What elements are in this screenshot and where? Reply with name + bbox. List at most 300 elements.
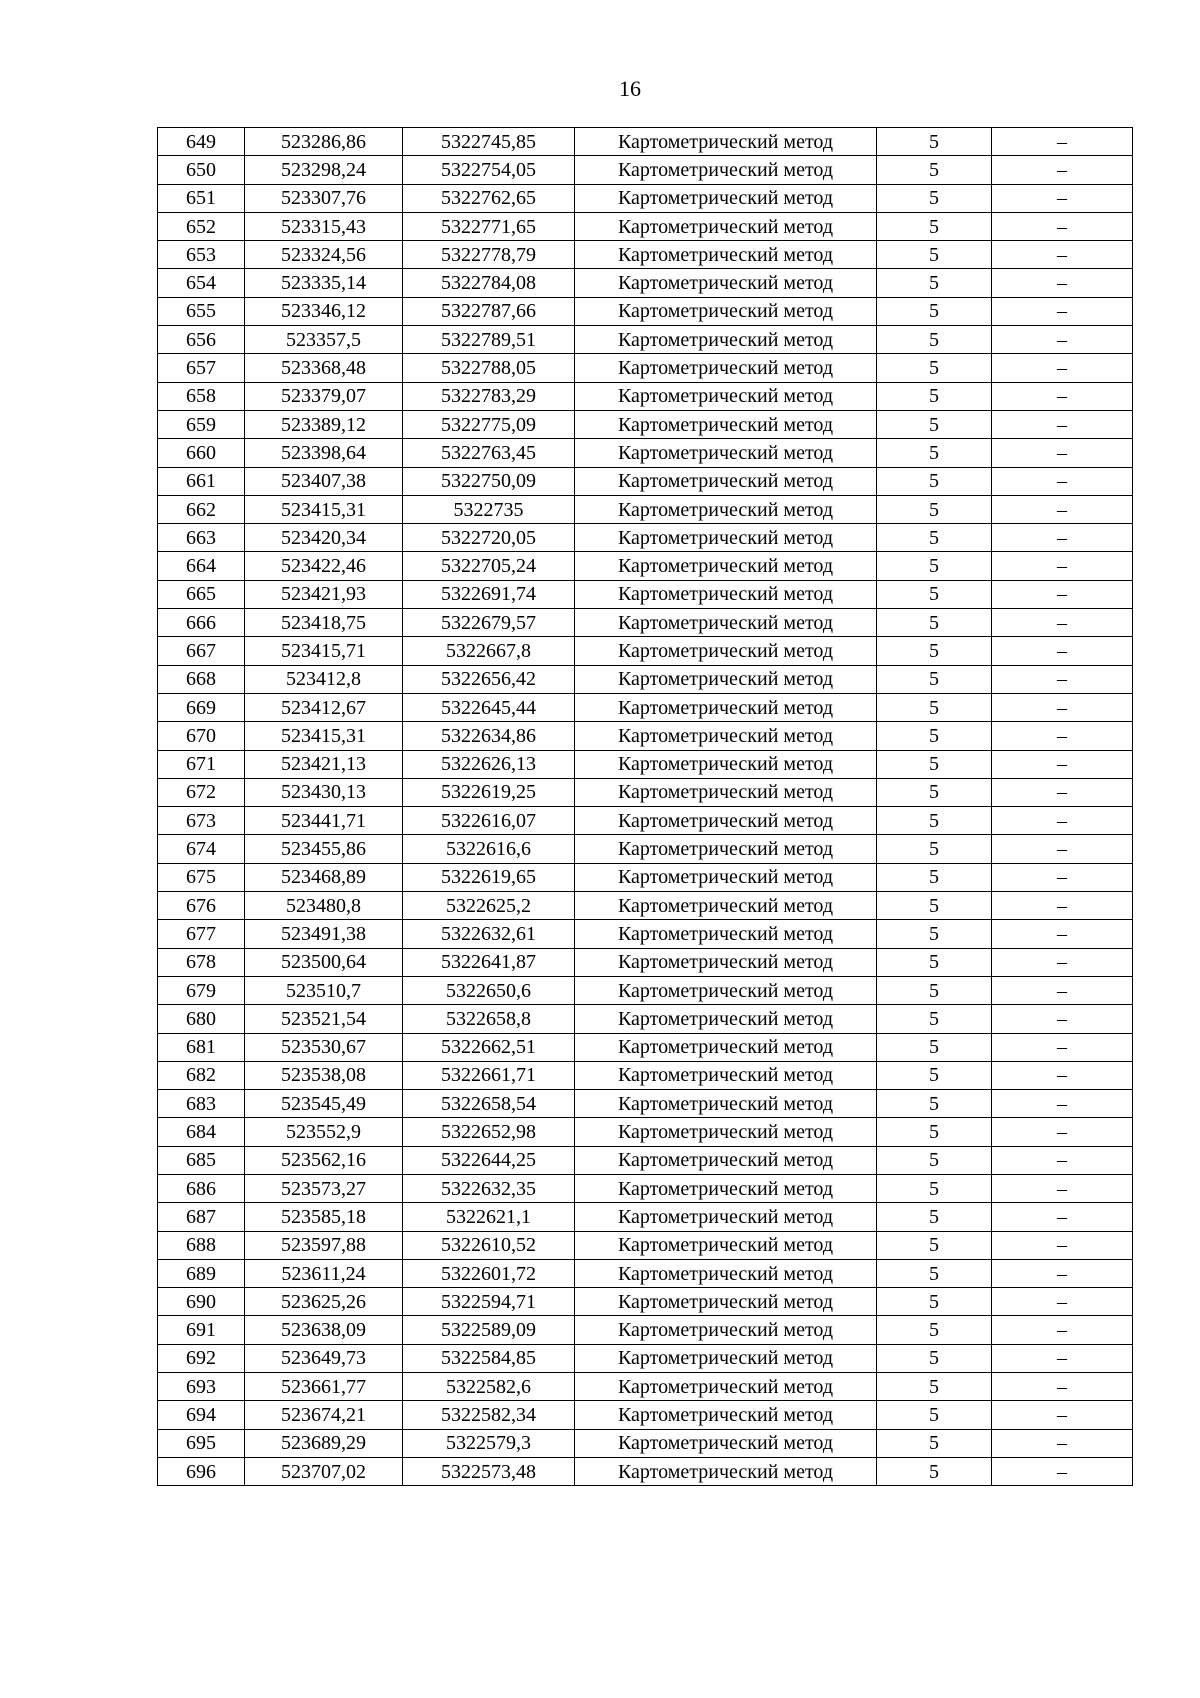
y-coordinate-cell: 5322652,98 bbox=[403, 1118, 575, 1146]
point-number-cell: 672 bbox=[158, 778, 245, 806]
method-cell: Картометрический метод bbox=[575, 1033, 877, 1061]
table-row bbox=[158, 1259, 1133, 1287]
point-number-cell: 677 bbox=[158, 920, 245, 948]
description-cell: – bbox=[992, 1203, 1133, 1231]
description-cell: – bbox=[992, 807, 1133, 835]
description-cell: – bbox=[992, 1090, 1133, 1118]
accuracy-cell: 5 bbox=[877, 1033, 992, 1061]
method-cell: Картометрический метод bbox=[575, 807, 877, 835]
point-number-cell: 663 bbox=[158, 524, 245, 552]
table-row bbox=[158, 693, 1133, 721]
table-row bbox=[158, 1401, 1133, 1429]
table-row bbox=[158, 1061, 1133, 1089]
method-cell: Картометрический метод bbox=[575, 1429, 877, 1457]
y-coordinate-cell: 5322691,74 bbox=[403, 580, 575, 608]
accuracy-cell: 5 bbox=[877, 241, 992, 269]
description-cell: – bbox=[992, 665, 1133, 693]
table-row bbox=[158, 580, 1133, 608]
method-cell: Картометрический метод bbox=[575, 326, 877, 354]
point-number-cell: 659 bbox=[158, 410, 245, 438]
x-coordinate-cell: 523545,49 bbox=[245, 1090, 403, 1118]
x-coordinate-cell: 523421,13 bbox=[245, 750, 403, 778]
page-number: 16 bbox=[619, 76, 641, 101]
y-coordinate-cell: 5322641,87 bbox=[403, 948, 575, 976]
table-row bbox=[158, 439, 1133, 467]
point-number-cell: 660 bbox=[158, 439, 245, 467]
y-coordinate-cell: 5322771,65 bbox=[403, 212, 575, 240]
accuracy-cell: 5 bbox=[877, 410, 992, 438]
x-coordinate-cell: 523530,67 bbox=[245, 1033, 403, 1061]
accuracy-cell: 5 bbox=[877, 609, 992, 637]
y-coordinate-cell: 5322762,65 bbox=[403, 184, 575, 212]
description-cell: – bbox=[992, 1316, 1133, 1344]
y-coordinate-cell: 5322621,1 bbox=[403, 1203, 575, 1231]
y-coordinate-cell: 5322601,72 bbox=[403, 1259, 575, 1287]
y-coordinate-cell: 5322632,35 bbox=[403, 1174, 575, 1202]
accuracy-cell: 5 bbox=[877, 354, 992, 382]
accuracy-cell: 5 bbox=[877, 467, 992, 495]
accuracy-cell: 5 bbox=[877, 1005, 992, 1033]
accuracy-cell: 5 bbox=[877, 863, 992, 891]
description-cell: – bbox=[992, 976, 1133, 1004]
table-row bbox=[158, 665, 1133, 693]
x-coordinate-cell: 523674,21 bbox=[245, 1401, 403, 1429]
description-cell: – bbox=[992, 778, 1133, 806]
method-cell: Картометрический метод bbox=[575, 750, 877, 778]
table-row bbox=[158, 1174, 1133, 1202]
method-cell: Картометрический метод bbox=[575, 156, 877, 184]
table-row bbox=[158, 1429, 1133, 1457]
y-coordinate-cell: 5322667,8 bbox=[403, 637, 575, 665]
table-row bbox=[158, 552, 1133, 580]
method-cell: Картометрический метод bbox=[575, 920, 877, 948]
method-cell: Картометрический метод bbox=[575, 637, 877, 665]
description-cell: – bbox=[992, 410, 1133, 438]
method-cell: Картометрический метод bbox=[575, 241, 877, 269]
point-number-cell: 684 bbox=[158, 1118, 245, 1146]
method-cell: Картометрический метод bbox=[575, 410, 877, 438]
accuracy-cell: 5 bbox=[877, 212, 992, 240]
table-row bbox=[158, 948, 1133, 976]
description-cell: – bbox=[992, 524, 1133, 552]
accuracy-cell: 5 bbox=[877, 156, 992, 184]
table-row bbox=[158, 920, 1133, 948]
coordinates-table bbox=[157, 127, 1133, 1486]
point-number-cell: 691 bbox=[158, 1316, 245, 1344]
x-coordinate-cell: 523649,73 bbox=[245, 1344, 403, 1372]
method-cell: Картометрический метод bbox=[575, 948, 877, 976]
point-number-cell: 651 bbox=[158, 184, 245, 212]
table-row bbox=[158, 1090, 1133, 1118]
y-coordinate-cell: 5322582,34 bbox=[403, 1401, 575, 1429]
x-coordinate-cell: 523707,02 bbox=[245, 1457, 403, 1485]
method-cell: Картометрический метод bbox=[575, 1259, 877, 1287]
table-row bbox=[158, 835, 1133, 863]
point-number-cell: 692 bbox=[158, 1344, 245, 1372]
y-coordinate-cell: 5322619,65 bbox=[403, 863, 575, 891]
coordinates-table-body bbox=[158, 128, 1133, 1486]
table-row bbox=[158, 382, 1133, 410]
x-coordinate-cell: 523298,24 bbox=[245, 156, 403, 184]
point-number-cell: 685 bbox=[158, 1146, 245, 1174]
table-row bbox=[158, 297, 1133, 325]
method-cell: Картометрический метод bbox=[575, 722, 877, 750]
method-cell: Картометрический метод bbox=[575, 184, 877, 212]
table-row bbox=[158, 1231, 1133, 1259]
x-coordinate-cell: 523357,5 bbox=[245, 326, 403, 354]
table-row bbox=[158, 269, 1133, 297]
method-cell: Картометрический метод bbox=[575, 1401, 877, 1429]
accuracy-cell: 5 bbox=[877, 1090, 992, 1118]
point-number-cell: 662 bbox=[158, 495, 245, 523]
method-cell: Картометрический метод bbox=[575, 269, 877, 297]
x-coordinate-cell: 523689,29 bbox=[245, 1429, 403, 1457]
description-cell: – bbox=[992, 1259, 1133, 1287]
table-row bbox=[158, 241, 1133, 269]
method-cell: Картометрический метод bbox=[575, 1344, 877, 1372]
y-coordinate-cell: 5322625,2 bbox=[403, 892, 575, 920]
method-cell: Картометрический метод bbox=[575, 1061, 877, 1089]
accuracy-cell: 5 bbox=[877, 778, 992, 806]
x-coordinate-cell: 523510,7 bbox=[245, 976, 403, 1004]
accuracy-cell: 5 bbox=[877, 807, 992, 835]
accuracy-cell: 5 bbox=[877, 637, 992, 665]
y-coordinate-cell: 5322662,51 bbox=[403, 1033, 575, 1061]
x-coordinate-cell: 523415,71 bbox=[245, 637, 403, 665]
x-coordinate-cell: 523500,64 bbox=[245, 948, 403, 976]
accuracy-cell: 5 bbox=[877, 1457, 992, 1485]
accuracy-cell: 5 bbox=[877, 665, 992, 693]
description-cell: – bbox=[992, 637, 1133, 665]
point-number-cell: 669 bbox=[158, 693, 245, 721]
x-coordinate-cell: 523661,77 bbox=[245, 1373, 403, 1401]
method-cell: Картометрический метод bbox=[575, 1146, 877, 1174]
table-row bbox=[158, 1203, 1133, 1231]
description-cell: – bbox=[992, 580, 1133, 608]
point-number-cell: 686 bbox=[158, 1174, 245, 1202]
method-cell: Картометрический метод bbox=[575, 1373, 877, 1401]
x-coordinate-cell: 523324,56 bbox=[245, 241, 403, 269]
accuracy-cell: 5 bbox=[877, 1118, 992, 1146]
table-row bbox=[158, 637, 1133, 665]
y-coordinate-cell: 5322610,52 bbox=[403, 1231, 575, 1259]
description-cell: – bbox=[992, 863, 1133, 891]
y-coordinate-cell: 5322778,79 bbox=[403, 241, 575, 269]
table-row bbox=[158, 524, 1133, 552]
y-coordinate-cell: 5322616,6 bbox=[403, 835, 575, 863]
description-cell: – bbox=[992, 1061, 1133, 1089]
description-cell: – bbox=[992, 354, 1133, 382]
x-coordinate-cell: 523307,76 bbox=[245, 184, 403, 212]
point-number-cell: 678 bbox=[158, 948, 245, 976]
y-coordinate-cell: 5322579,3 bbox=[403, 1429, 575, 1457]
method-cell: Картометрический метод bbox=[575, 495, 877, 523]
y-coordinate-cell: 5322632,61 bbox=[403, 920, 575, 948]
accuracy-cell: 5 bbox=[877, 495, 992, 523]
x-coordinate-cell: 523418,75 bbox=[245, 609, 403, 637]
description-cell: – bbox=[992, 1146, 1133, 1174]
table-row bbox=[158, 1033, 1133, 1061]
table-row bbox=[158, 778, 1133, 806]
method-cell: Картометрический метод bbox=[575, 892, 877, 920]
point-number-cell: 654 bbox=[158, 269, 245, 297]
y-coordinate-cell: 5322745,85 bbox=[403, 128, 575, 156]
description-cell: – bbox=[992, 1005, 1133, 1033]
table-row bbox=[158, 1457, 1133, 1485]
y-coordinate-cell: 5322788,05 bbox=[403, 354, 575, 382]
table-row bbox=[158, 1373, 1133, 1401]
table-row bbox=[158, 1316, 1133, 1344]
description-cell: – bbox=[992, 892, 1133, 920]
description-cell: – bbox=[992, 212, 1133, 240]
table-row bbox=[158, 1288, 1133, 1316]
accuracy-cell: 5 bbox=[877, 835, 992, 863]
x-coordinate-cell: 523430,13 bbox=[245, 778, 403, 806]
x-coordinate-cell: 523521,54 bbox=[245, 1005, 403, 1033]
method-cell: Картометрический метод bbox=[575, 1090, 877, 1118]
method-cell: Картометрический метод bbox=[575, 693, 877, 721]
accuracy-cell: 5 bbox=[877, 524, 992, 552]
x-coordinate-cell: 523573,27 bbox=[245, 1174, 403, 1202]
y-coordinate-cell: 5322705,24 bbox=[403, 552, 575, 580]
y-coordinate-cell: 5322679,57 bbox=[403, 609, 575, 637]
accuracy-cell: 5 bbox=[877, 1288, 992, 1316]
x-coordinate-cell: 523420,34 bbox=[245, 524, 403, 552]
method-cell: Картометрический метод bbox=[575, 467, 877, 495]
x-coordinate-cell: 523412,67 bbox=[245, 693, 403, 721]
y-coordinate-cell: 5322720,05 bbox=[403, 524, 575, 552]
description-cell: – bbox=[992, 326, 1133, 354]
point-number-cell: 694 bbox=[158, 1401, 245, 1429]
accuracy-cell: 5 bbox=[877, 382, 992, 410]
method-cell: Картометрический метод bbox=[575, 665, 877, 693]
method-cell: Картометрический метод bbox=[575, 1005, 877, 1033]
y-coordinate-cell: 5322735 bbox=[403, 495, 575, 523]
accuracy-cell: 5 bbox=[877, 269, 992, 297]
y-coordinate-cell: 5322573,48 bbox=[403, 1457, 575, 1485]
x-coordinate-cell: 523286,86 bbox=[245, 128, 403, 156]
description-cell: – bbox=[992, 241, 1133, 269]
description-cell: – bbox=[992, 1288, 1133, 1316]
description-cell: – bbox=[992, 552, 1133, 580]
table-row bbox=[158, 750, 1133, 778]
method-cell: Картометрический метод bbox=[575, 1457, 877, 1485]
point-number-cell: 649 bbox=[158, 128, 245, 156]
table-row bbox=[158, 863, 1133, 891]
description-cell: – bbox=[992, 1344, 1133, 1372]
y-coordinate-cell: 5322658,8 bbox=[403, 1005, 575, 1033]
point-number-cell: 656 bbox=[158, 326, 245, 354]
y-coordinate-cell: 5322582,6 bbox=[403, 1373, 575, 1401]
point-number-cell: 650 bbox=[158, 156, 245, 184]
accuracy-cell: 5 bbox=[877, 326, 992, 354]
accuracy-cell: 5 bbox=[877, 1146, 992, 1174]
x-coordinate-cell: 523379,07 bbox=[245, 382, 403, 410]
method-cell: Картометрический метод bbox=[575, 1288, 877, 1316]
description-cell: – bbox=[992, 184, 1133, 212]
y-coordinate-cell: 5322750,09 bbox=[403, 467, 575, 495]
accuracy-cell: 5 bbox=[877, 920, 992, 948]
point-number-cell: 670 bbox=[158, 722, 245, 750]
method-cell: Картометрический метод bbox=[575, 778, 877, 806]
point-number-cell: 683 bbox=[158, 1090, 245, 1118]
y-coordinate-cell: 5322661,71 bbox=[403, 1061, 575, 1089]
method-cell: Картометрический метод bbox=[575, 128, 877, 156]
method-cell: Картометрический метод bbox=[575, 1316, 877, 1344]
point-number-cell: 653 bbox=[158, 241, 245, 269]
accuracy-cell: 5 bbox=[877, 439, 992, 467]
table-row bbox=[158, 722, 1133, 750]
table-row bbox=[158, 1344, 1133, 1372]
y-coordinate-cell: 5322754,05 bbox=[403, 156, 575, 184]
table-row bbox=[158, 184, 1133, 212]
x-coordinate-cell: 523389,12 bbox=[245, 410, 403, 438]
table-row bbox=[158, 609, 1133, 637]
table-row bbox=[158, 1146, 1133, 1174]
accuracy-cell: 5 bbox=[877, 722, 992, 750]
y-coordinate-cell: 5322589,09 bbox=[403, 1316, 575, 1344]
table-row bbox=[158, 467, 1133, 495]
accuracy-cell: 5 bbox=[877, 1259, 992, 1287]
accuracy-cell: 5 bbox=[877, 1401, 992, 1429]
table-row bbox=[158, 156, 1133, 184]
description-cell: – bbox=[992, 297, 1133, 325]
description-cell: – bbox=[992, 1231, 1133, 1259]
table-row bbox=[158, 410, 1133, 438]
description-cell: – bbox=[992, 750, 1133, 778]
method-cell: Картометрический метод bbox=[575, 524, 877, 552]
point-number-cell: 665 bbox=[158, 580, 245, 608]
x-coordinate-cell: 523346,12 bbox=[245, 297, 403, 325]
point-number-cell: 682 bbox=[158, 1061, 245, 1089]
accuracy-cell: 5 bbox=[877, 1344, 992, 1372]
point-number-cell: 673 bbox=[158, 807, 245, 835]
y-coordinate-cell: 5322783,29 bbox=[403, 382, 575, 410]
y-coordinate-cell: 5322619,25 bbox=[403, 778, 575, 806]
method-cell: Картометрический метод bbox=[575, 580, 877, 608]
y-coordinate-cell: 5322594,71 bbox=[403, 1288, 575, 1316]
x-coordinate-cell: 523398,64 bbox=[245, 439, 403, 467]
point-number-cell: 675 bbox=[158, 863, 245, 891]
x-coordinate-cell: 523315,43 bbox=[245, 212, 403, 240]
method-cell: Картометрический метод bbox=[575, 1203, 877, 1231]
x-coordinate-cell: 523412,8 bbox=[245, 665, 403, 693]
accuracy-cell: 5 bbox=[877, 1429, 992, 1457]
accuracy-cell: 5 bbox=[877, 1203, 992, 1231]
y-coordinate-cell: 5322789,51 bbox=[403, 326, 575, 354]
x-coordinate-cell: 523441,71 bbox=[245, 807, 403, 835]
point-number-cell: 693 bbox=[158, 1373, 245, 1401]
x-coordinate-cell: 523455,86 bbox=[245, 835, 403, 863]
x-coordinate-cell: 523407,38 bbox=[245, 467, 403, 495]
accuracy-cell: 5 bbox=[877, 297, 992, 325]
y-coordinate-cell: 5322616,07 bbox=[403, 807, 575, 835]
table-row bbox=[158, 1118, 1133, 1146]
table-row bbox=[158, 128, 1133, 156]
x-coordinate-cell: 523468,89 bbox=[245, 863, 403, 891]
x-coordinate-cell: 523415,31 bbox=[245, 495, 403, 523]
point-number-cell: 689 bbox=[158, 1259, 245, 1287]
table-row bbox=[158, 326, 1133, 354]
x-coordinate-cell: 523415,31 bbox=[245, 722, 403, 750]
method-cell: Картометрический метод bbox=[575, 382, 877, 410]
point-number-cell: 681 bbox=[158, 1033, 245, 1061]
point-number-cell: 668 bbox=[158, 665, 245, 693]
y-coordinate-cell: 5322644,25 bbox=[403, 1146, 575, 1174]
method-cell: Картометрический метод bbox=[575, 552, 877, 580]
description-cell: – bbox=[992, 835, 1133, 863]
point-number-cell: 671 bbox=[158, 750, 245, 778]
x-coordinate-cell: 523480,8 bbox=[245, 892, 403, 920]
point-number-cell: 679 bbox=[158, 976, 245, 1004]
x-coordinate-cell: 523552,9 bbox=[245, 1118, 403, 1146]
description-cell: – bbox=[992, 1118, 1133, 1146]
y-coordinate-cell: 5322787,66 bbox=[403, 297, 575, 325]
point-number-cell: 657 bbox=[158, 354, 245, 382]
point-number-cell: 652 bbox=[158, 212, 245, 240]
accuracy-cell: 5 bbox=[877, 693, 992, 721]
accuracy-cell: 5 bbox=[877, 948, 992, 976]
table-row bbox=[158, 807, 1133, 835]
y-coordinate-cell: 5322650,6 bbox=[403, 976, 575, 1004]
accuracy-cell: 5 bbox=[877, 892, 992, 920]
point-number-cell: 695 bbox=[158, 1429, 245, 1457]
description-cell: – bbox=[992, 693, 1133, 721]
y-coordinate-cell: 5322658,54 bbox=[403, 1090, 575, 1118]
point-number-cell: 661 bbox=[158, 467, 245, 495]
method-cell: Картометрический метод bbox=[575, 835, 877, 863]
description-cell: – bbox=[992, 269, 1133, 297]
description-cell: – bbox=[992, 495, 1133, 523]
x-coordinate-cell: 523625,26 bbox=[245, 1288, 403, 1316]
accuracy-cell: 5 bbox=[877, 1174, 992, 1202]
accuracy-cell: 5 bbox=[877, 184, 992, 212]
point-number-cell: 688 bbox=[158, 1231, 245, 1259]
description-cell: – bbox=[992, 948, 1133, 976]
method-cell: Картометрический метод bbox=[575, 439, 877, 467]
table-row bbox=[158, 354, 1133, 382]
x-coordinate-cell: 523422,46 bbox=[245, 552, 403, 580]
y-coordinate-cell: 5322634,86 bbox=[403, 722, 575, 750]
description-cell: – bbox=[992, 1174, 1133, 1202]
point-number-cell: 674 bbox=[158, 835, 245, 863]
point-number-cell: 690 bbox=[158, 1288, 245, 1316]
accuracy-cell: 5 bbox=[877, 128, 992, 156]
table-row bbox=[158, 892, 1133, 920]
method-cell: Картометрический метод bbox=[575, 1231, 877, 1259]
method-cell: Картометрический метод bbox=[575, 297, 877, 325]
accuracy-cell: 5 bbox=[877, 1373, 992, 1401]
y-coordinate-cell: 5322626,13 bbox=[403, 750, 575, 778]
x-coordinate-cell: 523421,93 bbox=[245, 580, 403, 608]
x-coordinate-cell: 523611,24 bbox=[245, 1259, 403, 1287]
accuracy-cell: 5 bbox=[877, 580, 992, 608]
table-row bbox=[158, 1005, 1133, 1033]
accuracy-cell: 5 bbox=[877, 1316, 992, 1344]
description-cell: – bbox=[992, 128, 1133, 156]
accuracy-cell: 5 bbox=[877, 1231, 992, 1259]
method-cell: Картометрический метод bbox=[575, 863, 877, 891]
point-number-cell: 680 bbox=[158, 1005, 245, 1033]
table-row bbox=[158, 495, 1133, 523]
point-number-cell: 676 bbox=[158, 892, 245, 920]
description-cell: – bbox=[992, 1373, 1133, 1401]
description-cell: – bbox=[992, 1457, 1133, 1485]
y-coordinate-cell: 5322763,45 bbox=[403, 439, 575, 467]
accuracy-cell: 5 bbox=[877, 976, 992, 1004]
x-coordinate-cell: 523638,09 bbox=[245, 1316, 403, 1344]
point-number-cell: 667 bbox=[158, 637, 245, 665]
